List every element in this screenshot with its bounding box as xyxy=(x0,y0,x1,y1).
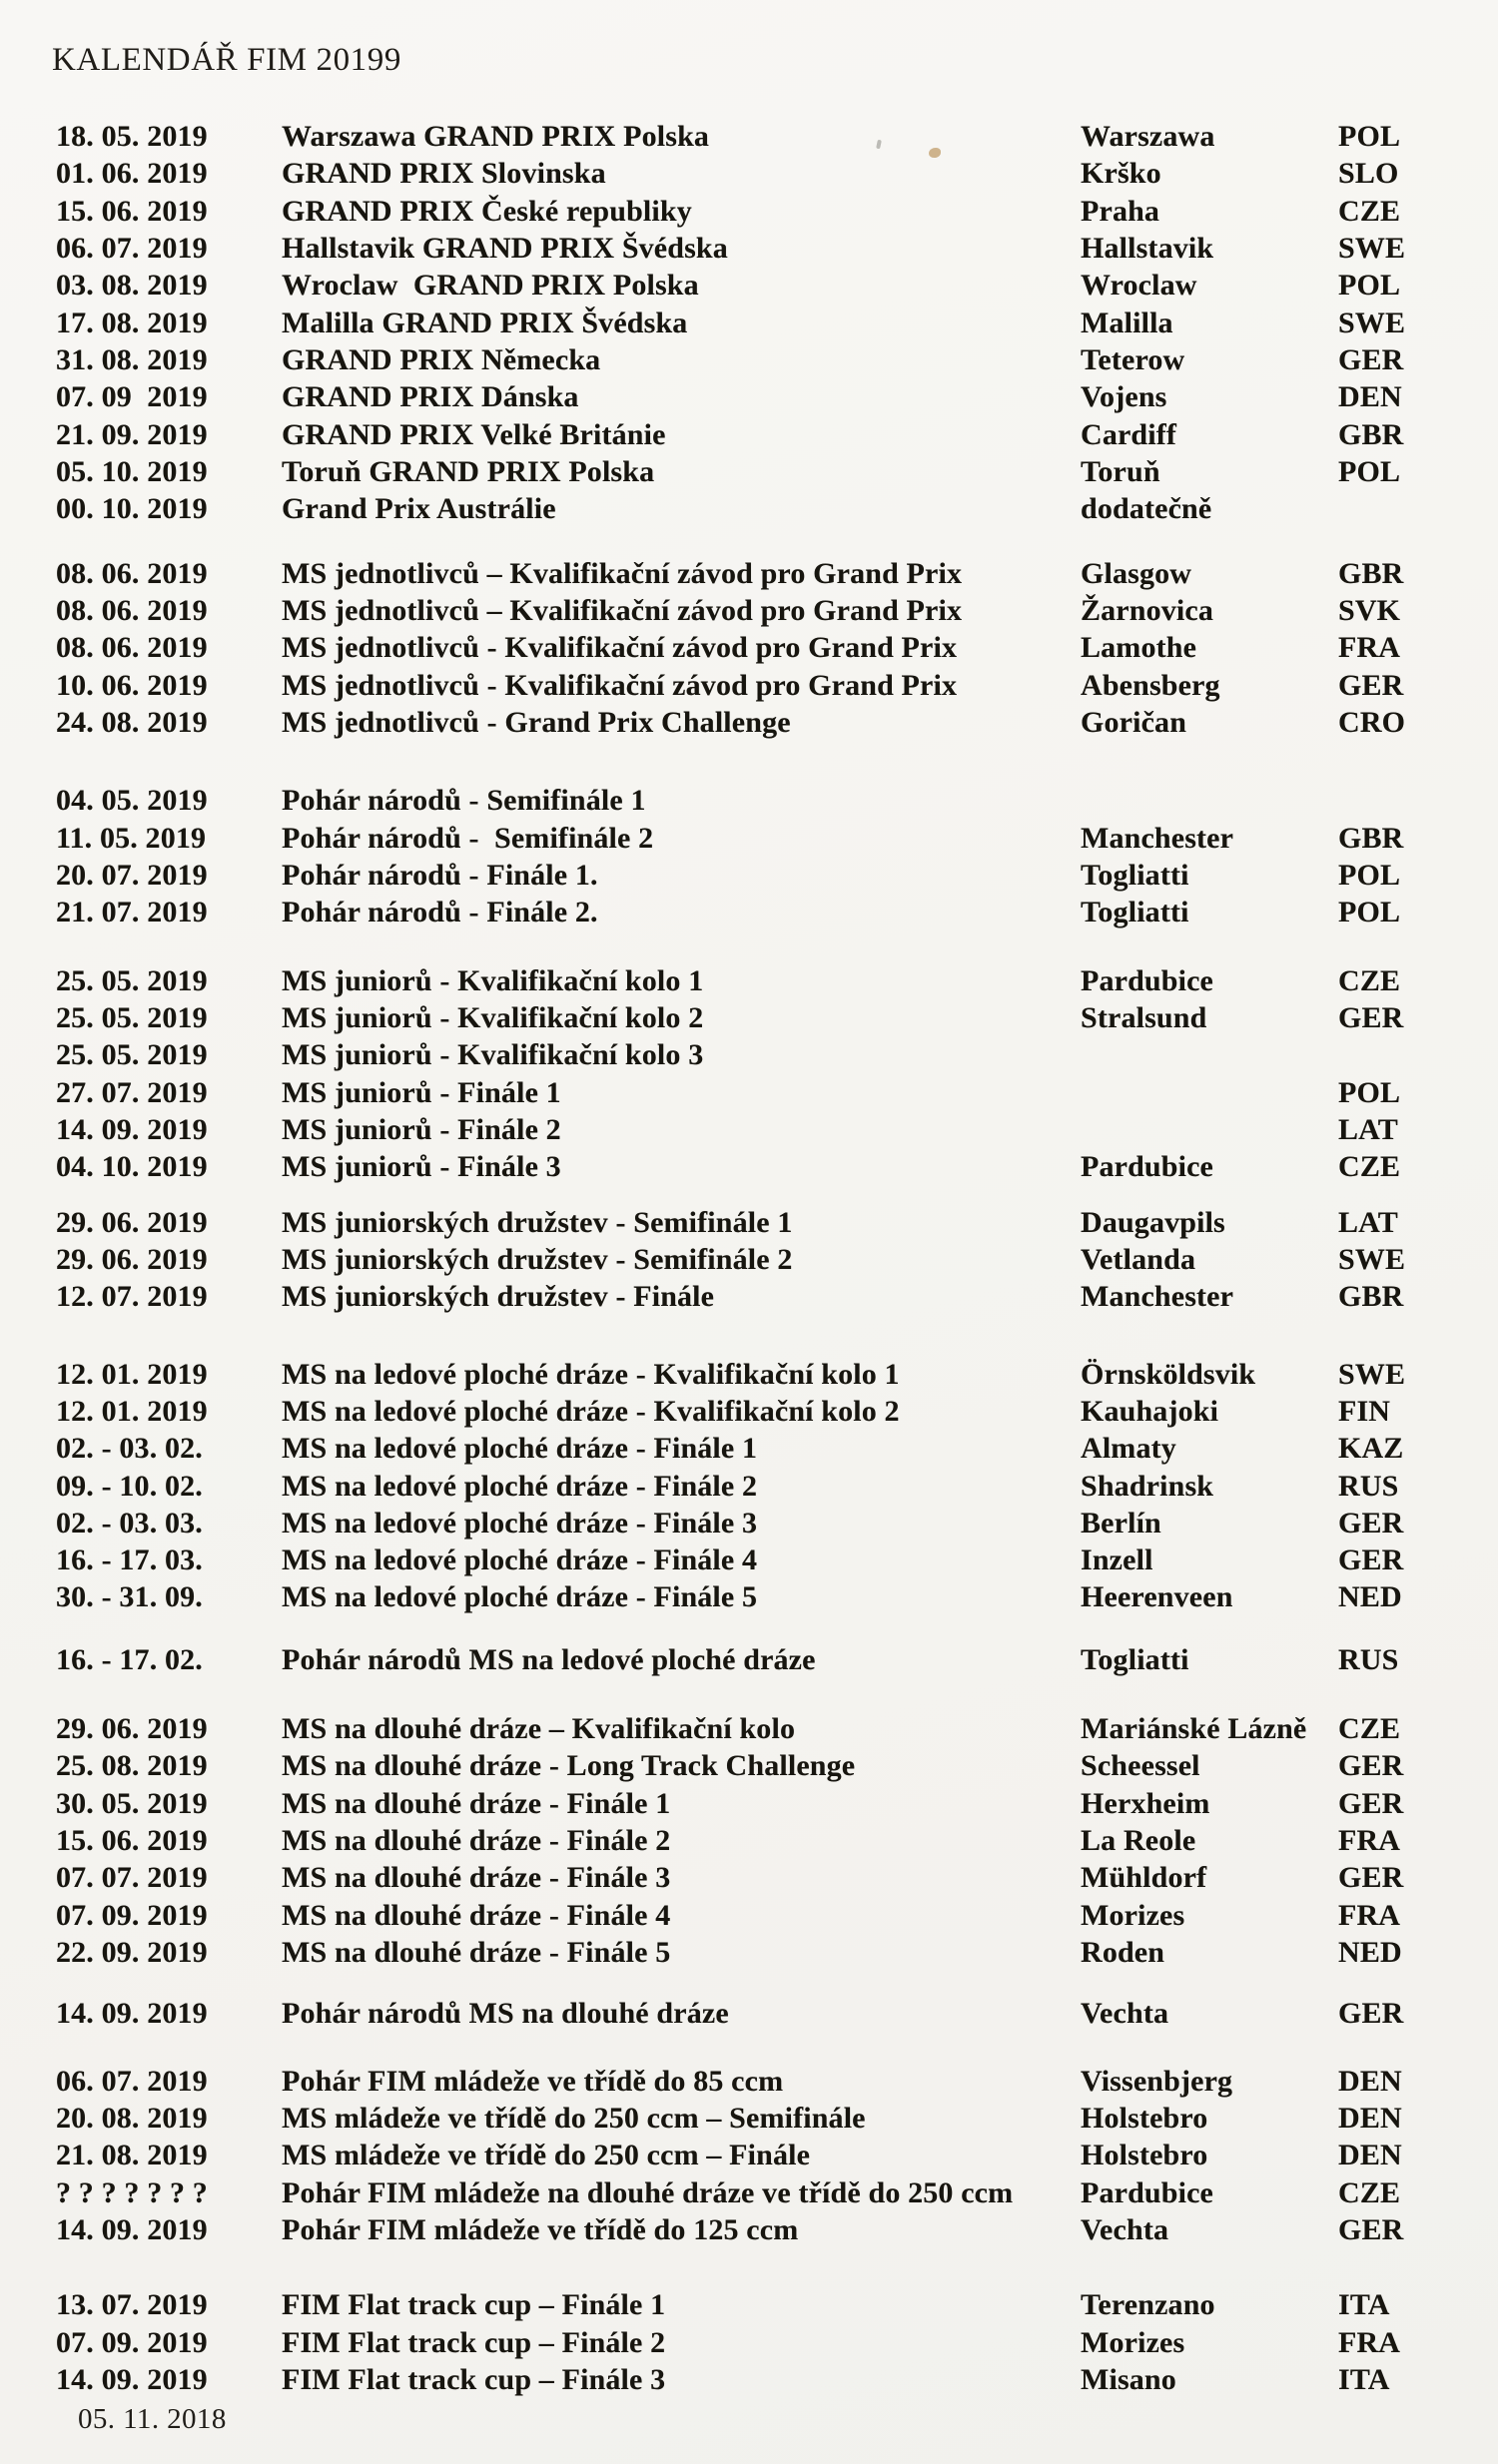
event-row xyxy=(0,2063,1498,2100)
date-cell: 06. 07. 2019 xyxy=(56,231,208,265)
event-row xyxy=(0,857,1498,894)
date-cell: 03. 08. 2019 xyxy=(56,269,208,303)
date-cell: 07. 09 2019 xyxy=(56,380,208,414)
date-cell: 01. 06. 2019 xyxy=(56,157,208,191)
date-cell: 20. 07. 2019 xyxy=(56,858,208,892)
city-cell: Teterow xyxy=(1081,342,1185,376)
country-cell: LAT xyxy=(1338,1112,1398,1146)
event-cell: MS mládeže ve třídě do 250 ccm – Semifinále xyxy=(282,2102,866,2136)
event-row xyxy=(0,453,1498,490)
date-cell: 31. 08. 2019 xyxy=(56,342,208,376)
event-row xyxy=(0,1036,1498,1073)
city-cell: Shadrinsk xyxy=(1081,1469,1214,1503)
city-cell: Örnsköldsvik xyxy=(1081,1357,1256,1391)
city-cell: Herxheim xyxy=(1081,1786,1210,1820)
city-cell: Daugavpils xyxy=(1081,1205,1225,1239)
event-cell: MS na ledové ploché dráze - Finále 5 xyxy=(282,1580,758,1614)
date-cell: 22. 09. 2019 xyxy=(56,1936,208,1970)
country-cell: SLO xyxy=(1338,157,1399,191)
event-row xyxy=(0,999,1498,1036)
city-cell: Almaty xyxy=(1081,1432,1176,1466)
event-row xyxy=(0,2100,1498,2137)
date-cell: 17. 08. 2019 xyxy=(56,306,208,339)
date-cell: 25. 05. 2019 xyxy=(56,1038,208,1072)
country-cell: GER xyxy=(1338,1000,1404,1034)
event-row xyxy=(0,118,1498,155)
date-cell: 14. 09. 2019 xyxy=(56,1997,208,2031)
date-cell: 30. 05. 2019 xyxy=(56,1786,208,1820)
date-cell: 07. 07. 2019 xyxy=(56,1861,208,1895)
date-cell: 12. 01. 2019 xyxy=(56,1394,208,1428)
event-cell: FIM Flat track cup – Finále 1 xyxy=(282,2288,666,2322)
city-cell: Inzell xyxy=(1081,1543,1153,1577)
event-row xyxy=(0,629,1498,666)
event-section xyxy=(0,555,1498,742)
date-cell: 20. 08. 2019 xyxy=(56,2102,208,2136)
date-cell: 29. 06. 2019 xyxy=(56,1712,208,1746)
city-cell: Vetlanda xyxy=(1081,1242,1196,1276)
date-cell: 13. 07. 2019 xyxy=(56,2288,208,2322)
event-cell: Pohár FIM mládeže ve třídě do 85 ccm xyxy=(282,2064,784,2098)
country-cell xyxy=(1338,1036,1498,1073)
event-row xyxy=(0,1541,1498,1578)
event-row xyxy=(0,1934,1498,1971)
event-cell: MS na ledové ploché dráze - Finále 3 xyxy=(282,1506,758,1540)
event-row xyxy=(0,1393,1498,1430)
country-cell: POL xyxy=(1338,454,1401,488)
date-cell: 15. 06. 2019 xyxy=(56,194,208,228)
event-cell: MS na dlouhé dráze - Finále 3 xyxy=(282,1861,671,1895)
date-cell: 30. - 31. 09. xyxy=(56,1580,203,1614)
event-cell: MS juniorů - Finále 1 xyxy=(282,1075,561,1109)
event-cell: MS na ledové ploché dráze - Kvalifikační kolo 1 xyxy=(282,1357,900,1391)
date-cell: 12. 07. 2019 xyxy=(56,1280,208,1314)
country-cell: NED xyxy=(1338,1580,1402,1614)
event-cell: MS juniorů - Kvalifikační kolo 1 xyxy=(282,963,704,997)
event-cell: Pohár národů - Finále 1. xyxy=(282,858,598,892)
city-cell: Vechta xyxy=(1081,1997,1169,2031)
country-cell: RUS xyxy=(1338,1469,1399,1503)
event-row xyxy=(0,2361,1498,2398)
date-cell: 21. 08. 2019 xyxy=(56,2139,208,2172)
date-cell: 09. - 10. 02. xyxy=(56,1469,203,1503)
country-cell: FRA xyxy=(1338,631,1401,665)
event-cell: Hallstavik GRAND PRIX Švédska xyxy=(282,231,728,265)
event-row xyxy=(0,1356,1498,1393)
event-cell: Pohár FIM mládeže ve třídě do 125 ccm xyxy=(282,2213,799,2247)
date-cell: 04. 05. 2019 xyxy=(56,784,208,818)
event-row xyxy=(0,1430,1498,1467)
city-cell: Holstebro xyxy=(1081,2139,1208,2172)
date-cell: 06. 07. 2019 xyxy=(56,2064,208,2098)
event-cell: MS juniorských družstev - Semifinále 1 xyxy=(282,1205,793,1239)
event-cell: MS na dlouhé dráze - Finále 1 xyxy=(282,1786,671,1820)
event-cell: MS jednotlivců - Kvalifikační závod pro Grand Prix xyxy=(282,668,958,702)
event-cell: Wroclaw GRAND PRIX Polska xyxy=(282,269,699,303)
event-cell: MS na dlouhé dráze – Kvalifikační kolo xyxy=(282,1712,796,1746)
country-cell: POL xyxy=(1338,858,1401,892)
date-cell: 18. 05. 2019 xyxy=(56,120,208,153)
document-date: 05. 11. 2018 xyxy=(78,2403,227,2436)
event-row xyxy=(0,2324,1498,2361)
city-cell xyxy=(1081,1036,1338,1073)
country-cell: SWE xyxy=(1338,306,1406,339)
event-row xyxy=(0,1995,1498,2032)
date-cell: 08. 06. 2019 xyxy=(56,556,208,590)
city-cell: Malilla xyxy=(1081,306,1173,339)
event-section xyxy=(0,1204,1498,1316)
event-cell: Malilla GRAND PRIX Švédska xyxy=(282,306,688,339)
city-cell xyxy=(1081,1111,1338,1148)
event-cell: MS na dlouhé dráze - Finále 5 xyxy=(282,1936,671,1970)
city-cell: Heerenveen xyxy=(1081,1580,1233,1614)
event-row xyxy=(0,1204,1498,1241)
event-row xyxy=(0,2286,1498,2323)
page-title: KALENDÁŘ FIM 20199 xyxy=(52,42,401,78)
event-row xyxy=(0,555,1498,592)
city-cell: Praha xyxy=(1081,194,1160,228)
event-row xyxy=(0,1241,1498,1278)
event-cell: MS na dlouhé dráze - Finále 2 xyxy=(282,1824,671,1858)
event-cell: MS jednotlivců – Kvalifikační závod pro Grand Prix xyxy=(282,556,963,590)
event-row xyxy=(0,1747,1498,1784)
country-cell: GBR xyxy=(1338,556,1404,590)
date-cell: 12. 01. 2019 xyxy=(56,1357,208,1391)
country-cell: CRO xyxy=(1338,705,1406,739)
city-cell: Scheessel xyxy=(1081,1749,1200,1783)
date-cell: ? ? ? ? ? ? ? xyxy=(56,2175,208,2209)
date-cell: 16. - 17. 03. xyxy=(56,1543,203,1577)
event-cell: MS jednotlivců - Kvalifikační závod pro Grand Prix xyxy=(282,631,958,665)
city-cell: Pardubice xyxy=(1081,1150,1214,1184)
city-cell: Berlín xyxy=(1081,1506,1161,1540)
city-cell: Vechta xyxy=(1081,2213,1169,2247)
date-cell: 11. 05. 2019 xyxy=(56,821,207,855)
event-cell: FIM Flat track cup – Finále 2 xyxy=(282,2325,666,2359)
country-cell: FRA xyxy=(1338,2325,1401,2359)
city-cell: Warszawa xyxy=(1081,120,1215,153)
event-section xyxy=(0,118,1498,528)
date-cell: 14. 09. 2019 xyxy=(56,1112,208,1146)
event-row xyxy=(0,1111,1498,1148)
date-cell: 29. 06. 2019 xyxy=(56,1242,208,1276)
event-row xyxy=(0,230,1498,267)
country-cell: GER xyxy=(1338,1997,1404,2031)
calendar-sections xyxy=(0,118,1498,2398)
country-cell: DEN xyxy=(1338,2102,1402,2136)
event-row xyxy=(0,782,1498,819)
event-cell: GRAND PRIX Dánska xyxy=(282,380,579,414)
event-row xyxy=(0,1822,1498,1859)
country-cell: GER xyxy=(1338,1861,1404,1895)
event-row xyxy=(0,378,1498,415)
date-cell: 04. 10. 2019 xyxy=(56,1150,208,1184)
event-cell: GRAND PRIX Německa xyxy=(282,342,601,376)
event-cell: MS juniorských družstev - Semifinále 2 xyxy=(282,1242,793,1276)
city-cell xyxy=(1081,782,1338,819)
country-cell: SWE xyxy=(1338,1242,1406,1276)
date-cell: 07. 09. 2019 xyxy=(56,1898,208,1932)
country-cell: CZE xyxy=(1338,963,1401,997)
city-cell: Kauhajoki xyxy=(1081,1394,1219,1428)
event-row xyxy=(0,667,1498,704)
event-cell: MS juniorů - Kvalifikační kolo 3 xyxy=(282,1038,704,1072)
city-cell: Pardubice xyxy=(1081,963,1214,997)
event-row xyxy=(0,1278,1498,1315)
event-row xyxy=(0,416,1498,453)
city-cell: Morizes xyxy=(1081,1898,1185,1932)
country-cell: POL xyxy=(1338,269,1401,303)
city-cell: Terenzano xyxy=(1081,2288,1215,2322)
city-cell: dodatečně xyxy=(1081,492,1212,526)
date-cell: 25. 05. 2019 xyxy=(56,1000,208,1034)
country-cell: NED xyxy=(1338,1936,1402,1970)
event-section xyxy=(0,962,1498,1186)
event-cell: MS na ledové ploché dráze - Finále 4 xyxy=(282,1543,758,1577)
event-row xyxy=(0,305,1498,341)
date-cell: 05. 10. 2019 xyxy=(56,454,208,488)
city-cell: Roden xyxy=(1081,1936,1165,1970)
event-row xyxy=(0,1785,1498,1822)
event-cell: MS na ledové ploché dráze - Finále 1 xyxy=(282,1432,758,1466)
city-cell: Stralsund xyxy=(1081,1000,1207,1034)
country-cell: POL xyxy=(1338,1075,1401,1109)
date-cell: 21. 07. 2019 xyxy=(56,896,208,929)
event-row xyxy=(0,1578,1498,1615)
city-cell: Krško xyxy=(1081,157,1161,191)
country-cell: GBR xyxy=(1338,821,1404,855)
country-cell: GER xyxy=(1338,342,1404,376)
event-row xyxy=(0,2137,1498,2173)
event-section xyxy=(0,1641,1498,1678)
city-cell: Žarnovica xyxy=(1081,593,1214,627)
event-section xyxy=(0,1356,1498,1616)
event-row xyxy=(0,1074,1498,1111)
event-cell: MS na dlouhé dráze - Finále 4 xyxy=(282,1898,671,1932)
event-cell: Pohár FIM mládeže na dlouhé dráze ve třídě do 250 ccm xyxy=(282,2175,1014,2209)
city-cell: Togliatti xyxy=(1081,1642,1189,1676)
date-cell: 21. 09. 2019 xyxy=(56,417,208,451)
event-section xyxy=(0,1995,1498,2032)
country-cell: GER xyxy=(1338,1786,1404,1820)
event-cell: Pohár národů - Semifinále 1 xyxy=(282,784,646,818)
date-cell: 27. 07. 2019 xyxy=(56,1075,208,1109)
city-cell: Misano xyxy=(1081,2363,1176,2397)
event-row xyxy=(0,490,1498,527)
event-row xyxy=(0,267,1498,304)
city-cell: Vissenbjerg xyxy=(1081,2064,1233,2098)
city-cell xyxy=(1081,1074,1338,1111)
event-row xyxy=(0,1859,1498,1896)
country-cell: DEN xyxy=(1338,2139,1402,2172)
country-cell: FIN xyxy=(1338,1394,1391,1428)
country-cell: GER xyxy=(1338,1749,1404,1783)
country-cell: SVK xyxy=(1338,593,1401,627)
event-cell: Pohár národů MS na dlouhé dráze xyxy=(282,1997,729,2031)
event-cell: MS mládeže ve třídě do 250 ccm – Finále xyxy=(282,2139,811,2172)
event-section xyxy=(0,2286,1498,2398)
country-cell: LAT xyxy=(1338,1205,1398,1239)
event-cell: GRAND PRIX České republiky xyxy=(282,194,692,228)
city-cell: Pardubice xyxy=(1081,2175,1214,2209)
country-cell: POL xyxy=(1338,120,1401,153)
country-cell: FRA xyxy=(1338,1898,1401,1932)
date-cell: 10. 06. 2019 xyxy=(56,668,208,702)
event-section xyxy=(0,1710,1498,1971)
country-cell: RUS xyxy=(1338,1642,1399,1676)
country-cell: DEN xyxy=(1338,2064,1402,2098)
date-cell: 08. 06. 2019 xyxy=(56,593,208,627)
date-cell: 08. 06. 2019 xyxy=(56,631,208,665)
country-cell: GBR xyxy=(1338,1280,1404,1314)
event-cell: MS jednotlivců - Grand Prix Challenge xyxy=(282,705,791,739)
event-section xyxy=(0,782,1498,930)
date-cell: 29. 06. 2019 xyxy=(56,1205,208,1239)
city-cell: Manchester xyxy=(1081,1280,1234,1314)
date-cell: 24. 08. 2019 xyxy=(56,705,208,739)
date-cell: 02. - 03. 03. xyxy=(56,1506,203,1540)
country-cell xyxy=(1338,490,1498,527)
country-cell: CZE xyxy=(1338,1712,1401,1746)
event-row xyxy=(0,2211,1498,2248)
event-row xyxy=(0,1710,1498,1747)
city-cell: Holstebro xyxy=(1081,2102,1208,2136)
date-cell: 07. 09. 2019 xyxy=(56,2325,208,2359)
country-cell: KAZ xyxy=(1338,1432,1404,1466)
date-cell: 02. - 03. 02. xyxy=(56,1432,203,1466)
country-cell: GER xyxy=(1338,1506,1404,1540)
event-row xyxy=(0,592,1498,629)
city-cell: Mariánské Lázně xyxy=(1081,1712,1307,1746)
date-cell: 14. 09. 2019 xyxy=(56,2213,208,2247)
country-cell: ITA xyxy=(1338,2363,1390,2397)
country-cell: GER xyxy=(1338,668,1404,702)
country-cell: SWE xyxy=(1338,1357,1406,1391)
city-cell: Lamothe xyxy=(1081,631,1197,665)
country-cell: FRA xyxy=(1338,1824,1401,1858)
event-cell: Warszawa GRAND PRIX Polska xyxy=(282,120,710,153)
city-cell: Toruň xyxy=(1081,454,1160,488)
country-cell xyxy=(1338,782,1498,819)
city-cell: La Reole xyxy=(1081,1824,1196,1858)
city-cell: Mühldorf xyxy=(1081,1861,1207,1895)
event-row xyxy=(0,1148,1498,1185)
country-cell: GER xyxy=(1338,2213,1404,2247)
event-cell: Toruň GRAND PRIX Polska xyxy=(282,454,655,488)
event-row xyxy=(0,155,1498,192)
event-row xyxy=(0,1505,1498,1541)
city-cell: Togliatti xyxy=(1081,858,1189,892)
country-cell: CZE xyxy=(1338,2175,1401,2209)
event-row xyxy=(0,704,1498,741)
event-cell: MS juniorských družstev - Finále xyxy=(282,1280,715,1314)
date-cell: 25. 08. 2019 xyxy=(56,1749,208,1783)
city-cell: Vojens xyxy=(1081,380,1167,414)
event-row xyxy=(0,341,1498,378)
event-cell: Pohár národů - Semifinále 2 xyxy=(282,821,654,855)
country-cell: GER xyxy=(1338,1543,1404,1577)
event-cell: FIM Flat track cup – Finále 3 xyxy=(282,2363,666,2397)
date-cell: 00. 10. 2019 xyxy=(56,492,208,526)
event-cell: Pohár národů - Finále 2. xyxy=(282,896,598,929)
event-cell: GRAND PRIX Velké Británie xyxy=(282,417,666,451)
event-row xyxy=(0,1897,1498,1934)
event-cell: MS jednotlivců – Kvalifikační závod pro Grand Prix xyxy=(282,593,963,627)
event-row xyxy=(0,1641,1498,1678)
date-cell: 14. 09. 2019 xyxy=(56,2363,208,2397)
city-cell: Hallstavik xyxy=(1081,231,1214,265)
event-row xyxy=(0,962,1498,999)
city-cell: Wroclaw xyxy=(1081,269,1197,303)
event-cell: MS na dlouhé dráze - Long Track Challenge xyxy=(282,1749,856,1783)
city-cell: Morizes xyxy=(1081,2325,1185,2359)
event-cell: Grand Prix Austrálie xyxy=(282,492,556,526)
date-cell: 16. - 17. 02. xyxy=(56,1642,203,1676)
event-row xyxy=(0,1468,1498,1505)
city-cell: Togliatti xyxy=(1081,896,1189,929)
country-cell: POL xyxy=(1338,896,1401,929)
event-cell: MS juniorů - Finále 3 xyxy=(282,1150,561,1184)
country-cell: CZE xyxy=(1338,1150,1401,1184)
country-cell: ITA xyxy=(1338,2288,1390,2322)
city-cell: Glasgow xyxy=(1081,556,1192,590)
event-cell: MS juniorů - Finále 2 xyxy=(282,1112,561,1146)
event-cell: MS na ledové ploché dráze - Finále 2 xyxy=(282,1469,758,1503)
country-cell: SWE xyxy=(1338,231,1406,265)
country-cell: CZE xyxy=(1338,194,1401,228)
city-cell: Cardiff xyxy=(1081,417,1177,451)
event-cell: MS na ledové ploché dráze - Kvalifikační kolo 2 xyxy=(282,1394,900,1428)
country-cell: DEN xyxy=(1338,380,1402,414)
date-cell: 15. 06. 2019 xyxy=(56,1824,208,1858)
event-row xyxy=(0,193,1498,230)
city-cell: Manchester xyxy=(1081,821,1234,855)
event-cell: MS juniorů - Kvalifikační kolo 2 xyxy=(282,1000,704,1034)
event-section xyxy=(0,2063,1498,2249)
country-cell: GBR xyxy=(1338,417,1404,451)
event-row xyxy=(0,820,1498,857)
event-row xyxy=(0,2174,1498,2211)
date-cell: 25. 05. 2019 xyxy=(56,963,208,997)
city-cell: Abensberg xyxy=(1081,668,1220,702)
event-cell: Pohár národů MS na ledové ploché dráze xyxy=(282,1642,816,1676)
event-cell: GRAND PRIX Slovinska xyxy=(282,157,606,191)
event-row xyxy=(0,894,1498,930)
city-cell: Goričan xyxy=(1081,705,1187,739)
